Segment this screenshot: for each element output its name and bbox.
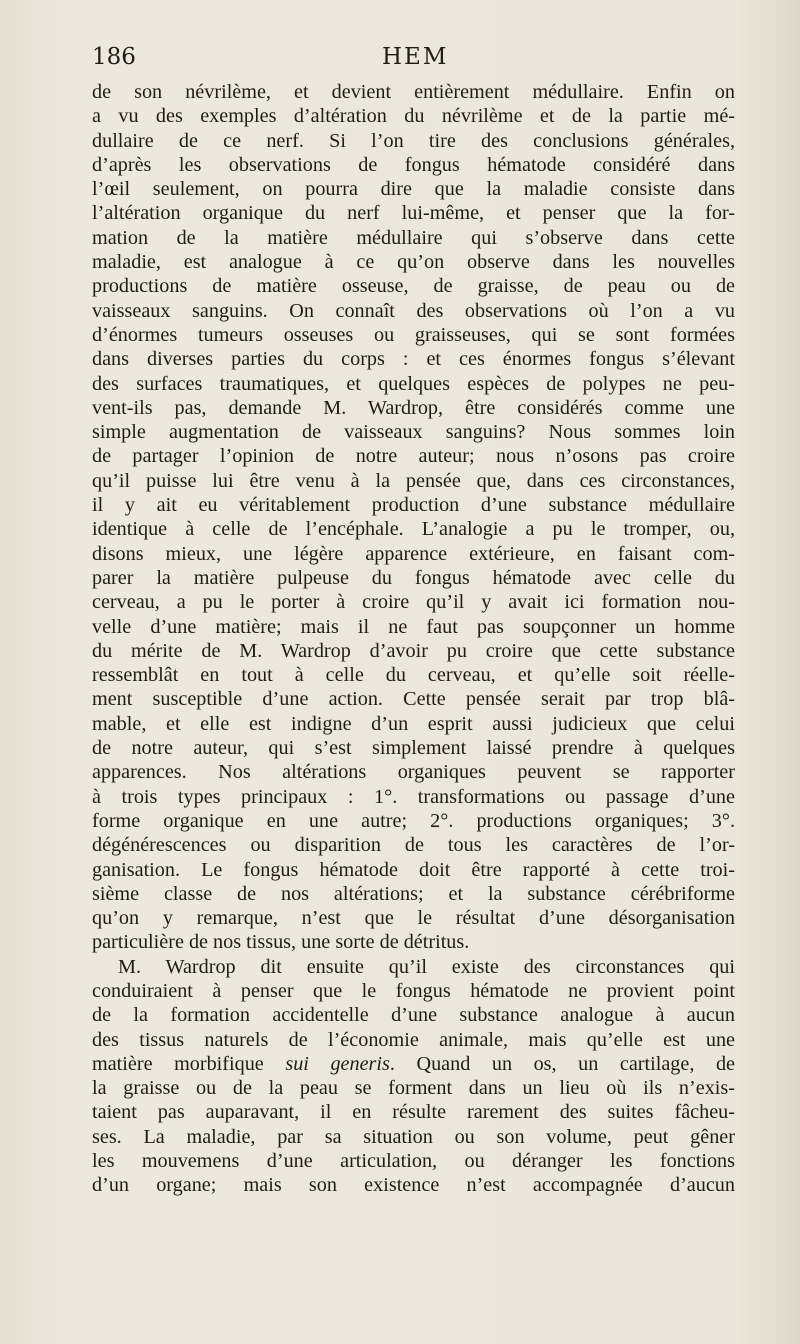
text-line: disons mieux, une légère apparence extérieure, en faisant com- bbox=[92, 542, 735, 565]
text-line: identique à celle de l’encéphale. L’analogie a pu le tromper, ou, bbox=[92, 518, 735, 541]
page-number: 186 bbox=[92, 44, 136, 70]
italic-phrase: sui generis bbox=[285, 1052, 390, 1075]
text-line: vent-ils pas, demande M. Wardrop, être considérés comme une bbox=[92, 396, 735, 419]
text-line: la graisse ou de la peau se forment dans un lieu où ils n’exis- bbox=[92, 1077, 735, 1100]
text-line: à trois types principaux : 1°. transformations ou passage d’une bbox=[92, 785, 735, 808]
text-line: ment susceptible d’une action. Cette pensée serait par trop blâ- bbox=[92, 688, 735, 711]
text-line: l’altération organique du nerf lui-même, et penser que la for- bbox=[92, 202, 735, 225]
text-line: les mouvemens d’une articulation, ou déranger les fonctions bbox=[92, 1150, 735, 1173]
text-line: des tissus naturels de l’économie animale, mais qu’elle est une bbox=[92, 1028, 735, 1051]
text-line: productions de matière osseuse, de graisse, de peau ou de bbox=[92, 275, 735, 298]
running-head: HEM bbox=[382, 44, 449, 70]
text-line: maladie, est analogue à ce qu’on observe dans les nouvelles bbox=[92, 251, 735, 274]
text-segment: matière morbifique bbox=[92, 1052, 264, 1075]
text-line: parer la matière pulpeuse du fongus hématode avec celle du bbox=[92, 566, 735, 589]
text-line: conduiraient à penser que le fongus hématode ne provient point bbox=[92, 979, 735, 1002]
text-line: sième classe de nos altérations; et la substance cérébriforme bbox=[92, 882, 735, 905]
text-line: cerveau, a pu le porter à croire qu’il y avait ici formation nou- bbox=[92, 591, 735, 614]
page-header bbox=[92, 44, 734, 80]
text-line: du mérite de M. Wardrop d’avoir pu croire que cette substance bbox=[92, 639, 735, 662]
text-line: dullaire de ce nerf. Si l’on tire des conclusions générales, bbox=[92, 129, 735, 152]
text-line: ses. La maladie, par sa situation ou son volume, peut gêner bbox=[92, 1125, 735, 1148]
text-line: ganisation. Le fongus hématode doit être rapporté à cette troi- bbox=[92, 858, 735, 881]
text-line: qu’on y remarque, n’est que le résultat d’une désorganisation bbox=[92, 907, 735, 930]
text-line: dégénérescences ou disparition de tous les caractères de l’or- bbox=[92, 834, 735, 857]
text-line: a vu des exemples d’altération du névrilème et de la partie mé- bbox=[92, 105, 735, 128]
text-line: dans diverses parties du corps : et ces énormes fongus s’élevant bbox=[92, 348, 735, 371]
text-line: d’énormes tumeurs osseuses ou graisseuses, qui se sont formées bbox=[92, 323, 735, 346]
text-line bbox=[92, 1052, 735, 1076]
text-line: qu’il puisse lui être venu à la pensée que, dans ces circonstances, bbox=[92, 469, 735, 492]
text-line: d’après les observations de fongus hématode considéré dans bbox=[92, 153, 735, 176]
body-text bbox=[92, 80, 735, 1198]
text-line: de son névrilème, et devient entièrement médullaire. Enfin on bbox=[92, 81, 735, 103]
text-line: mable, et elle est indigne d’un esprit aussi judicieux que celui bbox=[92, 712, 735, 735]
text-line: d’un organe; mais son existence n’est accompagnée d’aucun bbox=[92, 1174, 735, 1197]
text-line: taient pas auparavant, il en résulte rarement des suites fâcheu- bbox=[92, 1101, 735, 1124]
text-segment: . Quand un os, un cartilage, de bbox=[389, 1052, 735, 1075]
text-line: M. Wardrop dit ensuite qu’il existe des circonstances qui bbox=[118, 955, 735, 978]
text-line: l’œil seulement, on pourra dire que la maladie consiste dans bbox=[92, 178, 735, 201]
text-line: des surfaces traumatiques, et quelques espèces de polypes ne peu- bbox=[92, 372, 735, 395]
text-line: apparences. Nos altérations organiques peuvent se rapporter bbox=[92, 761, 735, 784]
text-line: de partager l’opinion de notre auteur; nous n’osons pas croire bbox=[92, 445, 735, 468]
text-line: particulière de nos tissus, une sorte de détritus. bbox=[92, 931, 470, 954]
text-line: il y ait eu véritablement production d’une substance médullaire bbox=[92, 494, 735, 517]
text-line: de la formation accidentelle d’une substance analogue à aucun bbox=[92, 1004, 735, 1027]
text-line: mation de la matière médullaire qui s’observe dans cette bbox=[92, 226, 735, 249]
text-line: forme organique en une autre; 2°. productions organiques; 3°. bbox=[92, 809, 735, 832]
text-line: velle d’une matière; mais il ne faut pas soupçonner un homme bbox=[92, 615, 735, 638]
text-line: de notre auteur, qui s’est simplement laissé prendre à quelques bbox=[92, 737, 735, 760]
text-line: ressemblât en tout à celle du cerveau, et qu’elle soit réelle- bbox=[92, 664, 735, 687]
text-line: vaisseaux sanguins. On connaît des observations où l’on a vu bbox=[92, 299, 735, 322]
text-line: simple augmentation de vaisseaux sanguins? Nous sommes loin bbox=[92, 421, 735, 444]
